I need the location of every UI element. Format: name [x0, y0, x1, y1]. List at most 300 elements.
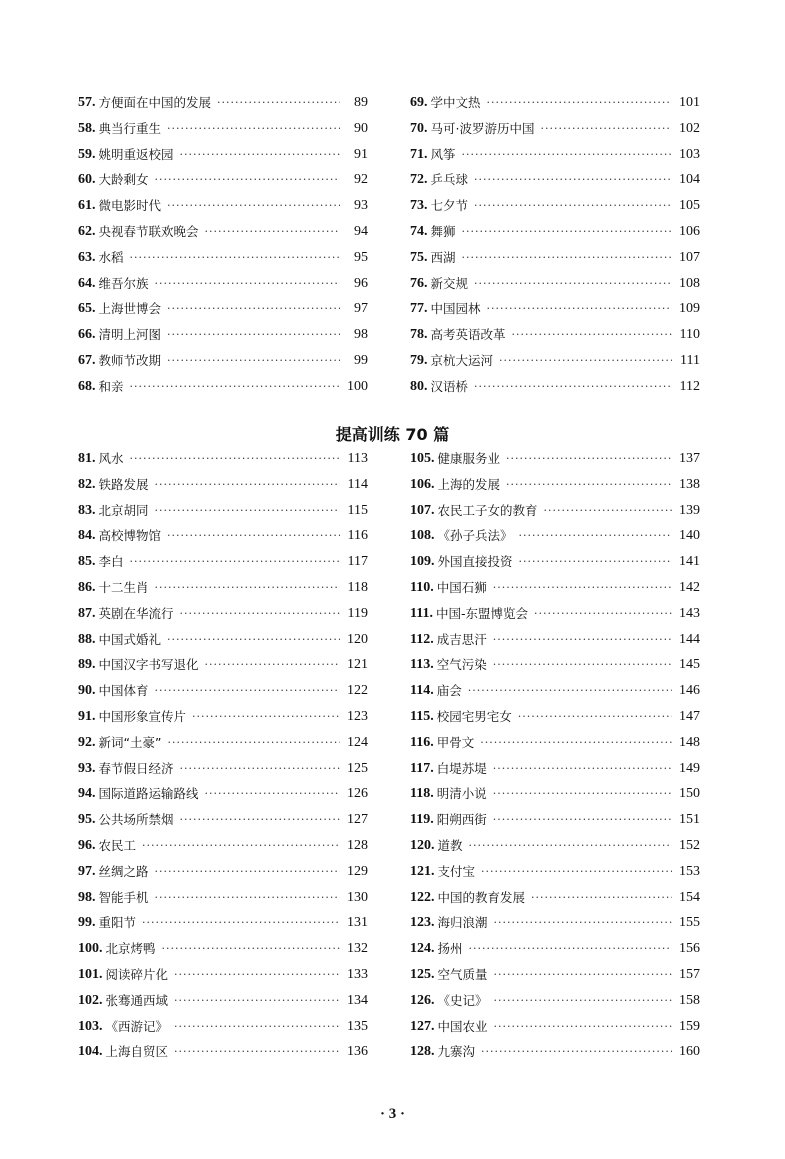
entry-title: 智能手机 [98, 889, 149, 905]
page-number: · 3 · [379, 1106, 405, 1122]
toc-entry [78, 783, 368, 805]
entry-page: 95 [354, 249, 368, 265]
toc-entry [410, 474, 700, 496]
entry-page: 156 [679, 941, 700, 957]
toc-entry [410, 350, 700, 372]
entry-title: 英剧在华流行 [98, 605, 174, 621]
entry-page: 127 [347, 812, 368, 828]
toc-entry [78, 680, 368, 702]
entry-page: 134 [347, 992, 368, 1008]
entry-page: 159 [679, 1018, 700, 1034]
toc-entry [78, 474, 368, 496]
toc-entry [410, 887, 700, 909]
toc-entry [78, 448, 368, 470]
toc-entry [410, 500, 700, 522]
entry-title: 水稻 [98, 249, 124, 265]
entry-page: 115 [347, 502, 368, 518]
entry-title: 央视春节联欢晚会 [98, 224, 199, 239]
toc-entry [78, 195, 368, 217]
entry-page: 151 [679, 812, 700, 828]
toc-entry [410, 144, 700, 166]
entry-number: 106. [410, 476, 435, 492]
dot-leader [480, 732, 672, 754]
entry-page: 141 [679, 554, 700, 570]
dot-leader [167, 298, 340, 320]
entry-page: 131 [347, 915, 368, 931]
entry-title: 和亲 [98, 378, 124, 394]
dot-leader [155, 861, 340, 883]
dot-leader [544, 500, 672, 522]
entry-number: 101. [78, 967, 103, 982]
entry-page: 120 [347, 631, 368, 647]
entry-page: 135 [347, 1018, 368, 1034]
entry-title: 汉语桥 [430, 378, 469, 394]
entry-page: 157 [679, 967, 700, 982]
entry-title: 舞狮 [430, 224, 456, 239]
entry-page: 152 [679, 838, 700, 853]
toc-entry [410, 247, 700, 269]
entry-number: 120. [410, 838, 435, 853]
toc-entry [410, 629, 700, 651]
entry-number: 108. [410, 528, 435, 544]
toc-entry [410, 525, 700, 547]
entry-title: 成吉思汗 [436, 631, 487, 647]
entry-title: 典当行重生 [98, 120, 162, 136]
entry-number: 61. [78, 198, 96, 214]
entry-number: 103. [78, 1018, 103, 1034]
entry-title: 姚明重返校园 [98, 146, 174, 162]
entry-number: 89. [78, 657, 96, 673]
dot-leader [518, 706, 672, 728]
dot-leader [155, 680, 340, 702]
entry-number: 102. [78, 992, 103, 1008]
entry-number: 107. [410, 502, 435, 518]
entry-title: 空气污染 [436, 657, 487, 673]
entry-page: 89 [354, 95, 368, 110]
dot-leader [180, 603, 340, 625]
toc-entry [78, 732, 368, 754]
dot-leader [155, 474, 340, 496]
entry-title: 公共场所禁烟 [98, 812, 174, 828]
entry-title: 上海世博会 [98, 301, 162, 317]
toc-entry [78, 324, 368, 346]
entry-number: 67. [78, 353, 96, 368]
toc-entry [410, 706, 700, 728]
dot-leader [155, 887, 340, 909]
entry-title: 中国农业 [437, 1018, 488, 1034]
dot-leader [474, 376, 672, 398]
entry-title: 国际道路运输路线 [98, 786, 199, 802]
toc-entry [78, 577, 368, 599]
toc-entry [410, 732, 700, 754]
entry-title: 中国汉字书写退化 [98, 657, 199, 673]
entry-page: 160 [679, 1044, 700, 1060]
entry-title: 马可·波罗游历中国 [430, 120, 535, 136]
entry-number: 85. [78, 554, 96, 570]
entry-number: 83. [78, 502, 96, 518]
entry-page: 103 [679, 146, 700, 162]
entry-page: 112 [679, 378, 700, 394]
dot-leader [499, 350, 672, 372]
entry-page: 99 [354, 353, 368, 368]
entry-number: 72. [410, 172, 428, 188]
entry-page: 106 [679, 224, 700, 239]
entry-title: 乒乓球 [430, 172, 469, 188]
toc-entry [78, 500, 368, 522]
toc-entry [410, 603, 700, 625]
dot-leader [462, 221, 672, 243]
entry-page: 118 [347, 580, 368, 595]
dot-leader [487, 298, 672, 320]
toc-entry [78, 376, 368, 398]
entry-number: 65. [78, 301, 96, 317]
entry-title: 空气质量 [437, 967, 488, 982]
entry-page: 91 [354, 146, 368, 162]
entry-page: 122 [347, 683, 368, 699]
entry-page: 92 [354, 172, 368, 188]
entry-title: 张骞通西域 [105, 992, 169, 1008]
entry-title: 中国体育 [98, 683, 149, 699]
toc-entry [78, 887, 368, 909]
entry-page: 111 [680, 353, 700, 368]
toc-entry [78, 1016, 368, 1038]
entry-page: 133 [347, 967, 368, 982]
dot-leader [142, 912, 340, 934]
dot-leader [506, 448, 672, 470]
entry-page: 142 [679, 580, 700, 595]
dot-leader [205, 783, 340, 805]
entry-page: 108 [679, 275, 700, 291]
entry-number: 80. [410, 378, 428, 394]
entry-title: 道教 [437, 838, 463, 853]
toc-entry [78, 551, 368, 573]
dot-leader [205, 221, 340, 243]
toc-entry [410, 912, 700, 934]
entry-title: 庙会 [436, 683, 462, 699]
entry-title: 新词“土豪” [98, 734, 162, 750]
entry-number: 126. [410, 992, 435, 1008]
entry-number: 113. [410, 657, 434, 673]
toc-entry [410, 298, 700, 320]
dot-leader [462, 144, 672, 166]
entry-title: 《史记》 [437, 992, 488, 1008]
entry-number: 59. [78, 146, 96, 162]
entry-number: 76. [410, 275, 428, 291]
entry-page: 155 [679, 915, 700, 931]
entry-title: 学中文热 [430, 95, 481, 110]
dot-leader [493, 654, 672, 676]
dot-leader [493, 783, 672, 805]
entry-title: 支付宝 [437, 863, 476, 879]
entry-number: 82. [78, 476, 96, 492]
entry-page: 149 [679, 760, 700, 776]
toc-entry [410, 680, 700, 702]
dot-leader [174, 1041, 340, 1063]
toc-entry [78, 144, 368, 166]
entry-number: 123. [410, 915, 435, 931]
entry-page: 145 [679, 657, 700, 673]
toc-entry [410, 195, 700, 217]
entry-title: 外国直接投资 [437, 554, 513, 570]
toc-entry [78, 603, 368, 625]
entry-number: 95. [78, 812, 96, 828]
entry-page: 124 [347, 734, 368, 750]
toc-entry [78, 706, 368, 728]
entry-page: 102 [679, 120, 700, 136]
dot-leader [155, 577, 340, 599]
entry-page: 136 [347, 1044, 368, 1060]
entry-number: 92. [78, 734, 96, 750]
toc-entry [410, 809, 700, 831]
entry-title: 西湖 [430, 249, 456, 265]
entry-number: 94. [78, 786, 96, 802]
entry-page: 110 [679, 327, 700, 343]
entry-title: 上海的发展 [437, 476, 501, 492]
entry-number: 73. [410, 198, 428, 214]
entry-title: 中国式婚礼 [98, 631, 162, 647]
entry-title: 健康服务业 [437, 451, 501, 466]
entry-title: 铁路发展 [98, 476, 149, 492]
entry-number: 121. [410, 863, 435, 879]
entry-title: 高考英语改革 [430, 327, 506, 343]
entry-page: 130 [347, 889, 368, 905]
dot-leader [469, 835, 672, 857]
entry-page: 137 [679, 451, 700, 466]
entry-title: 教师节改期 [98, 353, 162, 368]
entry-number: 119. [410, 812, 434, 828]
entry-title: 七夕节 [430, 198, 469, 214]
dot-leader [481, 1041, 672, 1063]
dot-leader [493, 809, 672, 831]
entry-title: 《西游记》 [105, 1018, 169, 1034]
entry-title: 白堤苏堤 [436, 760, 487, 776]
dot-leader [174, 1016, 340, 1038]
entry-title: 新交规 [430, 275, 469, 291]
entry-number: 122. [410, 889, 435, 905]
dot-leader [494, 990, 672, 1012]
entry-page: 126 [347, 786, 368, 802]
entry-title: 校园宅男宅女 [436, 709, 512, 724]
toc-entry [410, 273, 700, 295]
dot-leader [162, 938, 340, 960]
entry-page: 129 [347, 863, 368, 879]
entry-page: 119 [347, 605, 368, 621]
entry-number: 78. [410, 327, 428, 343]
toc-entry [410, 938, 700, 960]
dot-leader [512, 324, 672, 346]
entry-number: 74. [410, 224, 428, 239]
dot-leader [531, 887, 672, 909]
toc-entry [78, 273, 368, 295]
dot-leader [519, 525, 672, 547]
dot-leader [462, 247, 672, 269]
dot-leader [167, 324, 340, 346]
toc-entry [78, 350, 368, 372]
toc-entry [410, 169, 700, 191]
dot-leader [180, 758, 340, 780]
dot-leader [155, 273, 340, 295]
entry-number: 105. [410, 451, 435, 466]
entry-page: 158 [679, 992, 700, 1008]
toc-entry [78, 169, 368, 191]
dot-leader [540, 118, 672, 140]
entry-page: 117 [347, 554, 368, 570]
dot-leader [474, 195, 672, 217]
dot-leader [217, 92, 340, 114]
dot-leader [180, 809, 340, 831]
toc-entry [78, 964, 368, 986]
entry-title: 微电影时代 [98, 198, 162, 214]
entry-page: 90 [354, 120, 368, 136]
entry-title: 阳朔西街 [436, 812, 487, 828]
dot-leader [493, 758, 672, 780]
entry-page: 140 [679, 528, 700, 544]
dot-leader [130, 247, 340, 269]
entry-title: 清明上河图 [98, 327, 162, 343]
entry-page: 143 [679, 605, 700, 621]
entry-title: 甲骨文 [436, 734, 475, 750]
toc-entry [78, 1041, 368, 1063]
toc-entry [410, 577, 700, 599]
entry-title: 方便面在中国的发展 [98, 95, 212, 110]
toc-entry [410, 1016, 700, 1038]
entry-number: 90. [78, 683, 96, 699]
entry-page: 109 [679, 301, 700, 317]
entry-number: 58. [78, 120, 96, 136]
dot-leader [155, 169, 340, 191]
toc-entry [78, 938, 368, 960]
entry-number: 77. [410, 301, 428, 317]
entry-number: 99. [78, 915, 96, 931]
entry-page: 121 [347, 657, 368, 673]
entry-page: 138 [679, 476, 700, 492]
entry-page: 116 [347, 528, 368, 544]
entry-title: 北京胡同 [98, 502, 149, 518]
dot-leader [205, 654, 340, 676]
entry-page: 105 [679, 198, 700, 214]
entry-title: 九寨沟 [437, 1044, 476, 1060]
entry-number: 81. [78, 451, 96, 466]
dot-leader [469, 938, 672, 960]
toc-entry [78, 990, 368, 1012]
entry-title: 维吾尔族 [98, 275, 149, 291]
entry-title: 高校博物馆 [98, 528, 162, 544]
entry-page: 97 [354, 301, 368, 317]
dot-leader [130, 551, 340, 573]
toc-entry [410, 861, 700, 883]
dot-leader [167, 350, 340, 372]
dot-leader [506, 474, 672, 496]
toc-entry [78, 629, 368, 651]
toc-entry [78, 912, 368, 934]
toc-entry [78, 654, 368, 676]
entry-page: 144 [679, 631, 700, 647]
dot-leader [192, 706, 340, 728]
dot-leader [167, 629, 340, 651]
entry-page: 93 [354, 198, 368, 214]
dot-leader [174, 990, 340, 1012]
entry-title: 重阳节 [98, 915, 137, 931]
entry-page: 94 [354, 224, 368, 239]
dot-leader [130, 376, 340, 398]
entry-title: 中国-东盟博览会 [435, 605, 528, 621]
entry-title: 阅读碎片化 [105, 967, 169, 982]
entry-page: 114 [347, 476, 368, 492]
toc-entry [410, 758, 700, 780]
entry-number: 118. [410, 786, 434, 802]
entry-number: 125. [410, 967, 435, 982]
dot-leader [487, 92, 672, 114]
entry-number: 60. [78, 172, 96, 188]
dot-leader [474, 169, 672, 191]
entry-number: 100. [78, 941, 103, 957]
entry-number: 98. [78, 889, 96, 905]
entry-page: 147 [679, 709, 700, 724]
entry-title: 春节假日经济 [98, 760, 174, 776]
toc-entry [410, 1041, 700, 1063]
dot-leader [167, 118, 340, 140]
toc-entry [410, 551, 700, 573]
dot-leader [494, 964, 672, 986]
toc-entry [78, 247, 368, 269]
entry-page: 98 [354, 327, 368, 343]
entry-title: 海归浪潮 [437, 915, 488, 931]
dot-leader [167, 525, 340, 547]
toc-entry [78, 809, 368, 831]
entry-number: 64. [78, 275, 96, 291]
section-title: 提高训练 70 篇 [335, 425, 450, 444]
toc-entry [410, 221, 700, 243]
dot-leader [519, 551, 672, 573]
dot-leader [474, 273, 672, 295]
entry-number: 71. [410, 146, 428, 162]
toc-entry [410, 654, 700, 676]
entry-number: 68. [78, 378, 96, 394]
dot-leader [468, 680, 672, 702]
entry-number: 116. [410, 734, 434, 750]
entry-number: 87. [78, 605, 96, 621]
entry-page: 139 [679, 502, 700, 518]
entry-number: 109. [410, 554, 435, 570]
entry-page: 128 [347, 838, 368, 853]
dot-leader [174, 964, 340, 986]
toc-entry [410, 324, 700, 346]
entry-title: 《孙子兵法》 [437, 528, 513, 544]
toc-entry [78, 298, 368, 320]
entry-number: 114. [410, 683, 434, 699]
entry-number: 124. [410, 941, 435, 957]
toc-entry [78, 92, 368, 114]
entry-title: 扬州 [437, 941, 463, 957]
dot-leader [180, 144, 340, 166]
entry-page: 100 [347, 378, 368, 394]
entry-page: 153 [679, 863, 700, 879]
toc-entry [78, 758, 368, 780]
entry-title: 农民工 [98, 838, 137, 853]
dot-leader [142, 835, 340, 857]
entry-page: 125 [347, 760, 368, 776]
entry-page: 123 [347, 709, 368, 724]
entry-page: 132 [347, 941, 368, 957]
dot-leader [167, 732, 340, 754]
toc-entry [410, 964, 700, 986]
entry-title: 中国园林 [430, 301, 481, 317]
dot-leader [481, 861, 672, 883]
entry-number: 70. [410, 120, 428, 136]
entry-title: 李白 [98, 554, 124, 570]
dot-leader [494, 912, 672, 934]
toc-entry [410, 92, 700, 114]
